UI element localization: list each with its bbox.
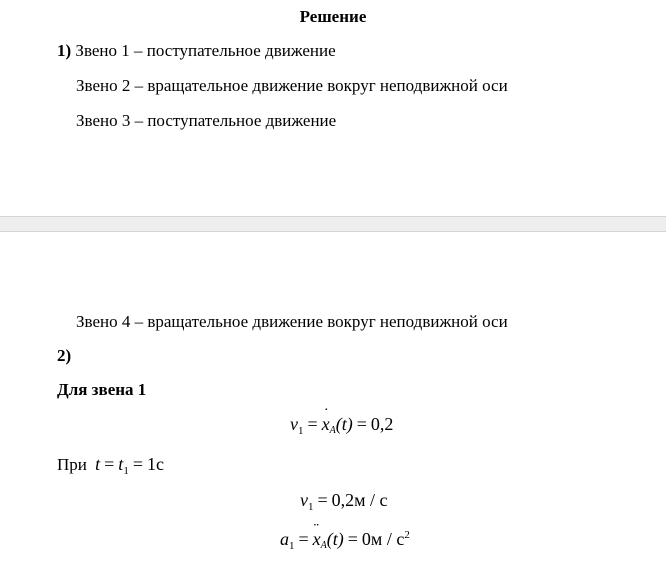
eq1-eq-sign-2: = xyxy=(356,414,367,434)
time-eq-sign-2: = xyxy=(132,454,143,474)
time-var: t xyxy=(95,454,101,474)
velocity-equation xyxy=(290,413,393,442)
time-eq-sign: = xyxy=(104,454,115,474)
eq3-rhs-arg: (t) xyxy=(326,529,344,549)
time-sub: 1 xyxy=(123,465,129,477)
eq3-lhs-sub: 1 xyxy=(289,540,295,552)
item-1-line-1 xyxy=(57,41,336,61)
eq1-rhs-var: ˙ x xyxy=(322,413,330,435)
eq3-lhs-var: a xyxy=(280,529,289,549)
eq1-lhs-sub: 1 xyxy=(298,425,304,437)
time-expression xyxy=(95,454,164,477)
eq3-value: 0м / с xyxy=(361,529,405,549)
eq3-eq-sign: = xyxy=(298,529,309,549)
eq1-eq-sign: = xyxy=(307,414,318,434)
link-2-text: Звено 2 – вращательное движение вокруг неподвижной оси xyxy=(76,76,508,95)
time-value: 1с xyxy=(146,454,164,474)
document-page-2 xyxy=(0,232,666,563)
eq3-rhs-sub: A xyxy=(320,540,327,551)
link-1-text: Звено 1 – поступательное движение xyxy=(75,41,336,60)
link-4-text: Звено 4 – вращательное движение вокруг неподвижной оси xyxy=(76,312,508,331)
item-1-marker: 1) xyxy=(57,41,72,60)
eq2-lhs-var: v xyxy=(300,490,308,510)
eq1-rhs-arg: (t) xyxy=(335,414,353,434)
eq1-lhs-var: v xyxy=(290,414,298,434)
page-separator xyxy=(0,216,666,232)
eq3-rhs-var: ¨ x xyxy=(313,528,321,550)
item-2-marker: 2) xyxy=(57,346,72,365)
link-3-text: Звено 3 – поступательное движение xyxy=(76,111,337,130)
link-1-subheading: Для звена 1 xyxy=(57,380,147,399)
eq1-value: 0,2 xyxy=(370,414,394,434)
solution-heading: Решение xyxy=(299,7,367,26)
document-page-1 xyxy=(0,0,666,216)
eq2-value: 0,2м / с xyxy=(331,490,388,510)
acceleration-equation xyxy=(280,528,410,557)
time-var-2: t xyxy=(118,454,124,474)
eq1-rhs-sub: A xyxy=(329,425,336,436)
eq3-eq-sign-2: = xyxy=(347,529,358,549)
eq2-eq-sign: = xyxy=(317,490,328,510)
eq2-lhs-sub: 1 xyxy=(308,501,314,513)
time-condition xyxy=(57,453,164,475)
eq3-exponent: 2 xyxy=(404,529,410,541)
when-label: При xyxy=(57,455,87,474)
velocity-value-equation xyxy=(300,489,388,511)
